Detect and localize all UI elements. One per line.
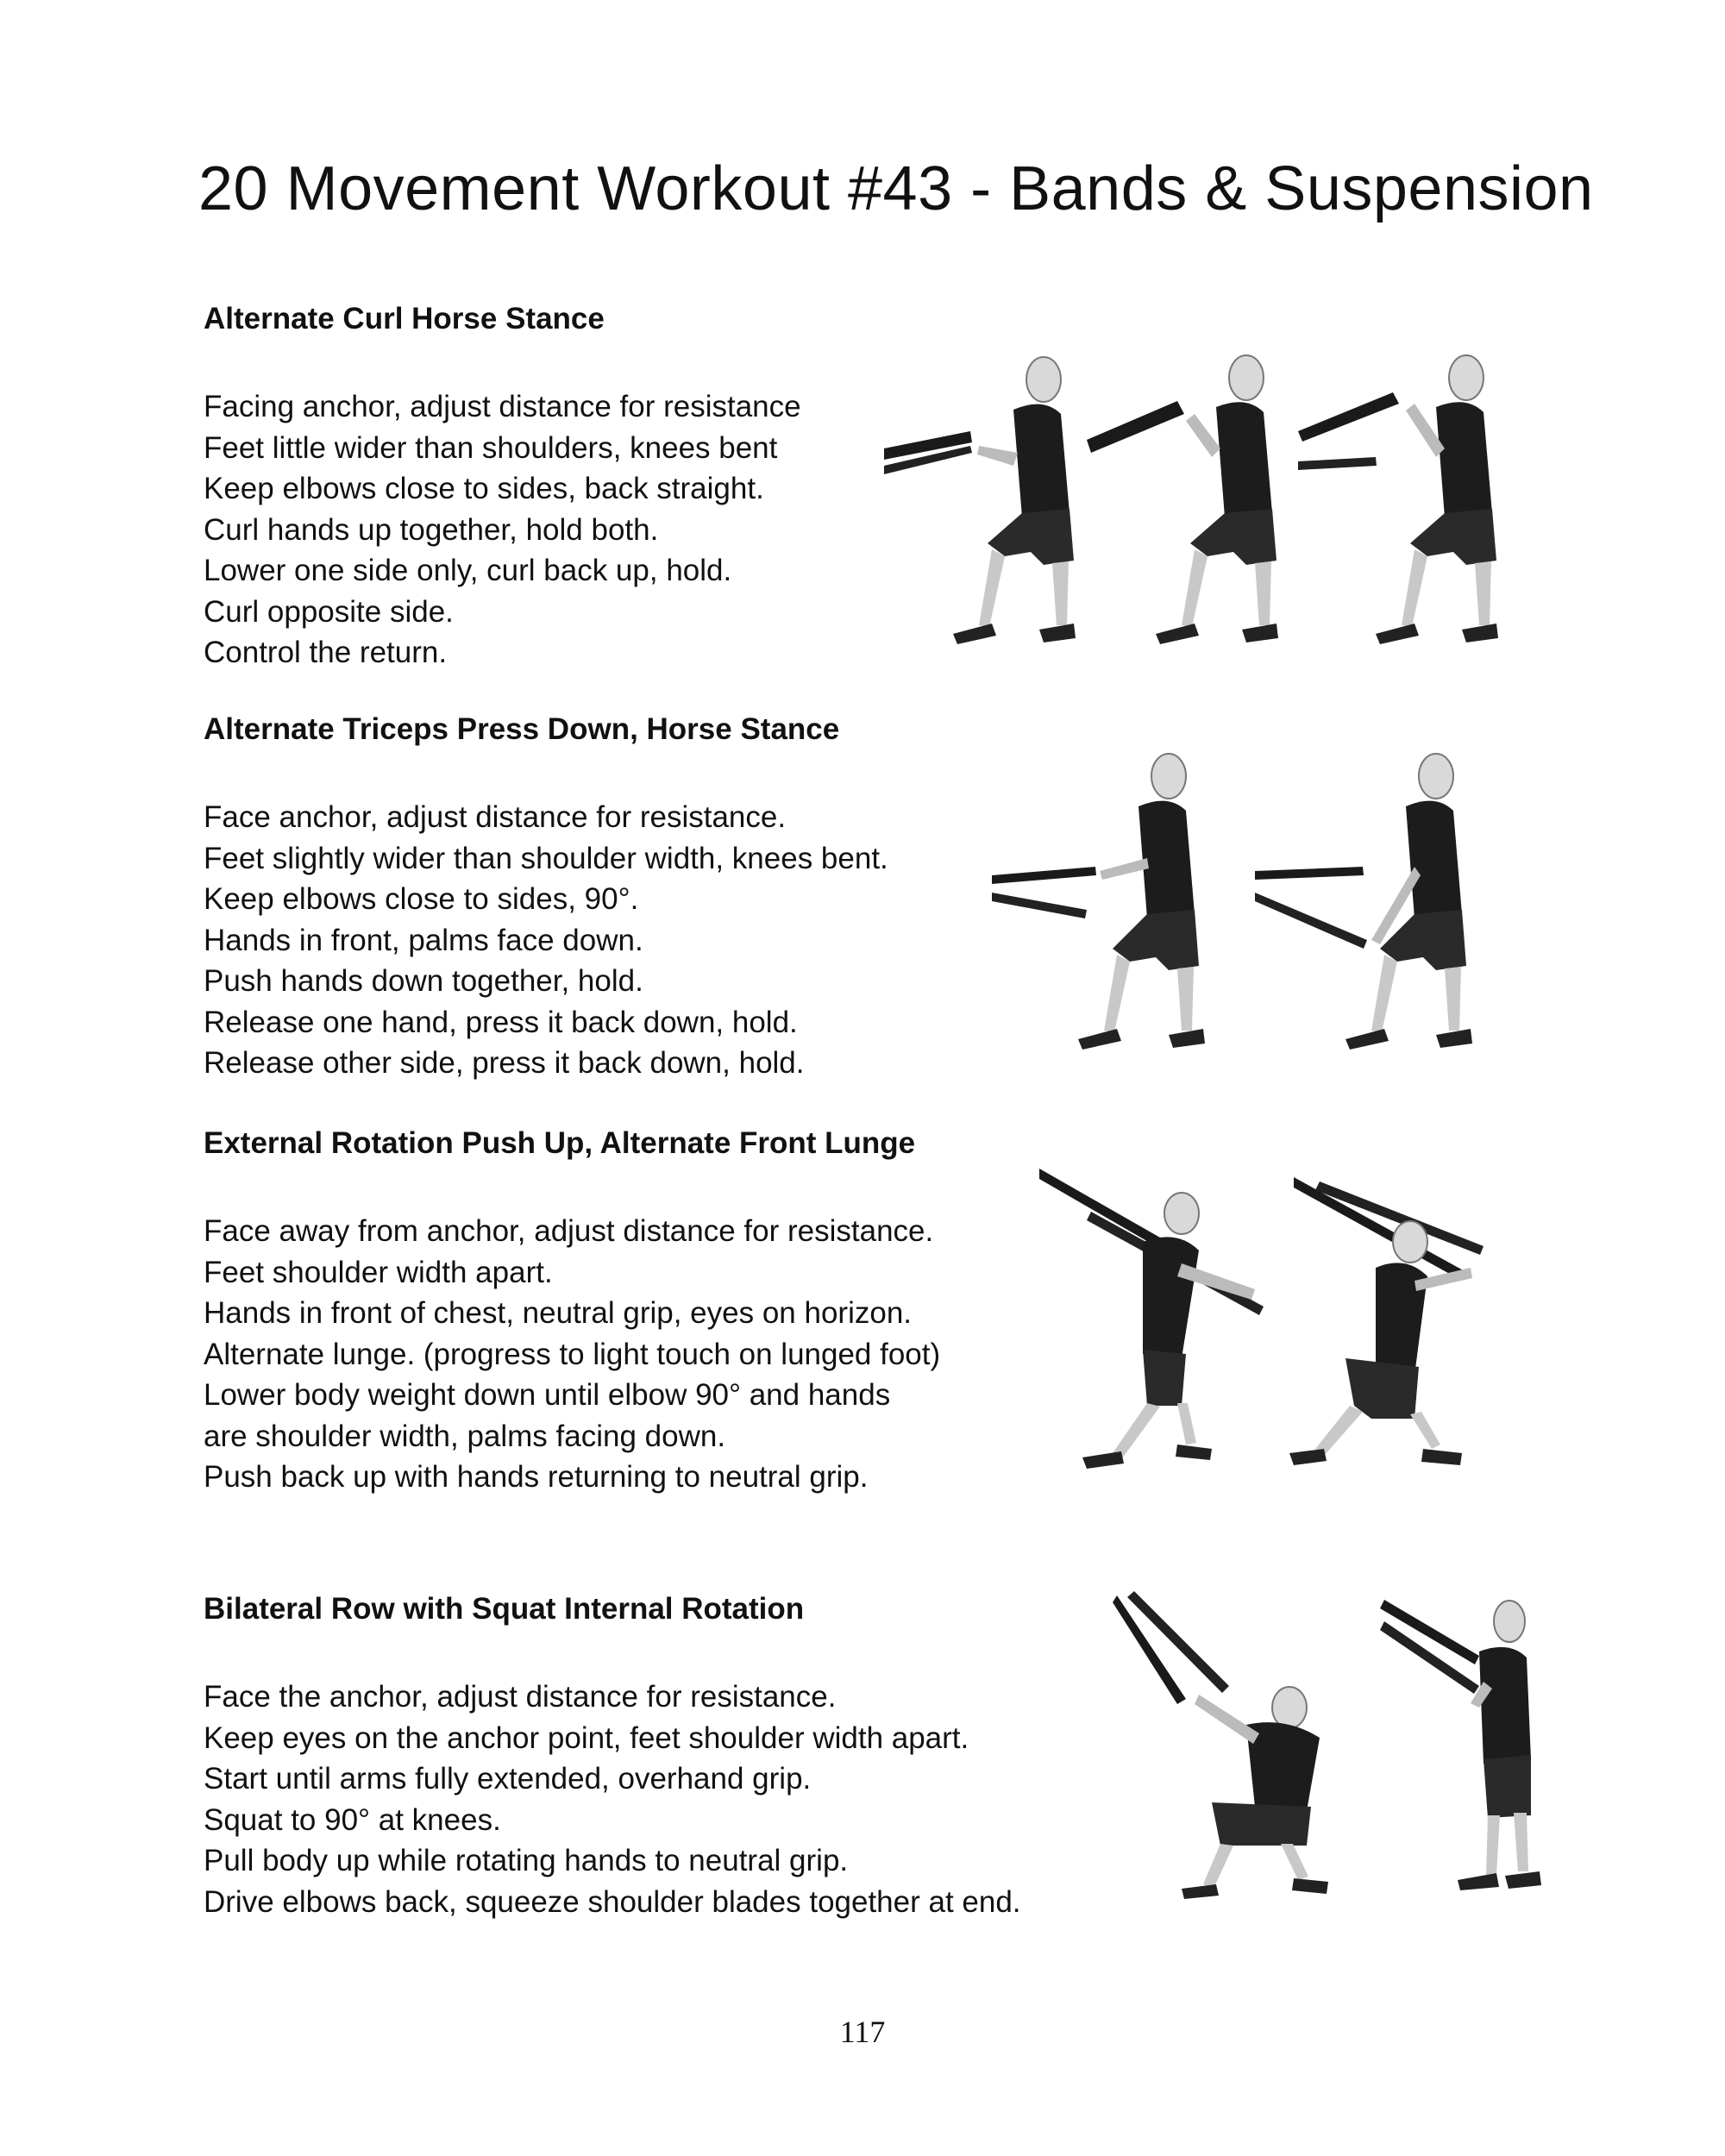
instruction-line: Curl hands up together, hold both. bbox=[204, 512, 659, 547]
instruction-line: Release one hand, press it back down, hold. bbox=[204, 1005, 798, 1039]
instruction-line: Facing anchor, adjust distance for resistance bbox=[204, 390, 801, 423]
instruction-line: Curl opposite side. bbox=[204, 594, 454, 629]
instruction-line: Lower one side only, curl back up, hold. bbox=[204, 554, 732, 587]
instruction-line: Keep eyes on the anchor point, feet shoulder width apart. bbox=[204, 1720, 969, 1755]
exercise-heading: Alternate Curl Horse Stance bbox=[204, 302, 605, 335]
curl-figure-2 bbox=[1087, 355, 1278, 644]
curl-figures bbox=[884, 349, 1505, 668]
page-title: 20 Movement Workout #43 - Bands & Suspension bbox=[198, 154, 1594, 223]
instruction-line: Keep elbows close to sides, back straight. bbox=[204, 472, 764, 505]
triceps-photo-strip bbox=[992, 746, 1475, 1074]
curl-figure-1 bbox=[884, 357, 1076, 644]
instruction-line: Hands in front, palms face down. bbox=[204, 923, 643, 957]
pushup-lunge-figures bbox=[1039, 1160, 1505, 1479]
row-squat-photo-strip bbox=[1117, 1587, 1548, 1906]
instruction-line: Start until arms fully extended, overhand grip. bbox=[204, 1762, 812, 1796]
pushup-lunge-figure-1 bbox=[1039, 1169, 1264, 1469]
instruction-line: Keep elbows close to sides, 90°. bbox=[204, 882, 639, 916]
triceps-figure-2 bbox=[1255, 754, 1472, 1050]
exercise-section-triceps bbox=[204, 712, 1049, 1084]
triceps-figures bbox=[992, 746, 1475, 1074]
instruction-line: Release other side, press it back down, hold. bbox=[204, 1046, 805, 1080]
instruction-line: Drive elbows back, squeeze shoulder blades together at end. bbox=[204, 1884, 1021, 1919]
instruction-line: Pull body up while rotating hands to neutral grip. bbox=[204, 1844, 849, 1877]
instruction-line: Alternate lunge. (progress to light touch on lunged foot) bbox=[204, 1337, 941, 1371]
instruction-line: Feet shoulder width apart. bbox=[204, 1255, 553, 1289]
pushup-lunge-figure-2 bbox=[1289, 1177, 1484, 1465]
instruction-line: Face away from anchor, adjust distance for resistance. bbox=[204, 1214, 934, 1248]
exercise-section-pushup-lunge bbox=[204, 1126, 1049, 1498]
instruction-line: Squat to 90° at knees. bbox=[204, 1802, 501, 1837]
page-number: 117 bbox=[839, 2015, 886, 2049]
pushup-lunge-photo-strip bbox=[1039, 1160, 1505, 1479]
instruction-line: Face anchor, adjust distance for resistance. bbox=[204, 800, 787, 834]
curl-photo-strip bbox=[884, 349, 1505, 668]
row-squat-figure-1 bbox=[1113, 1591, 1328, 1899]
exercise-heading: External Rotation Push Up, Alternate Front Lunge bbox=[204, 1126, 916, 1160]
instruction-line: Hands in front of chest, neutral grip, eyes on horizon. bbox=[204, 1296, 913, 1330]
instruction-line: Lower body weight down until elbow 90° and hands bbox=[204, 1378, 891, 1412]
exercise-section-row-squat bbox=[204, 1592, 1049, 1922]
exercise-heading: Alternate Triceps Press Down, Horse Stance bbox=[204, 712, 840, 746]
instruction-line: Push back up with hands returning to neutral grip. bbox=[204, 1460, 869, 1494]
instruction-line: are shoulder width, palms facing down. bbox=[204, 1419, 726, 1453]
instruction-line: Feet little wider than shoulders, knees bent bbox=[204, 430, 778, 465]
instruction-line: Face the anchor, adjust distance for resistance. bbox=[204, 1680, 837, 1714]
instruction-line: Control the return. bbox=[204, 636, 448, 669]
row-squat-figure-2 bbox=[1380, 1600, 1541, 1890]
instruction-line: Feet slightly wider than shoulder width, knees bent. bbox=[204, 841, 888, 875]
exercise-heading: Bilateral Row with Squat Internal Rotation bbox=[204, 1592, 805, 1626]
instruction-line: Push hands down together, hold. bbox=[204, 964, 643, 998]
triceps-figure-1 bbox=[992, 754, 1205, 1050]
curl-figure-3 bbox=[1298, 355, 1498, 644]
row-squat-figures bbox=[1117, 1587, 1548, 1906]
